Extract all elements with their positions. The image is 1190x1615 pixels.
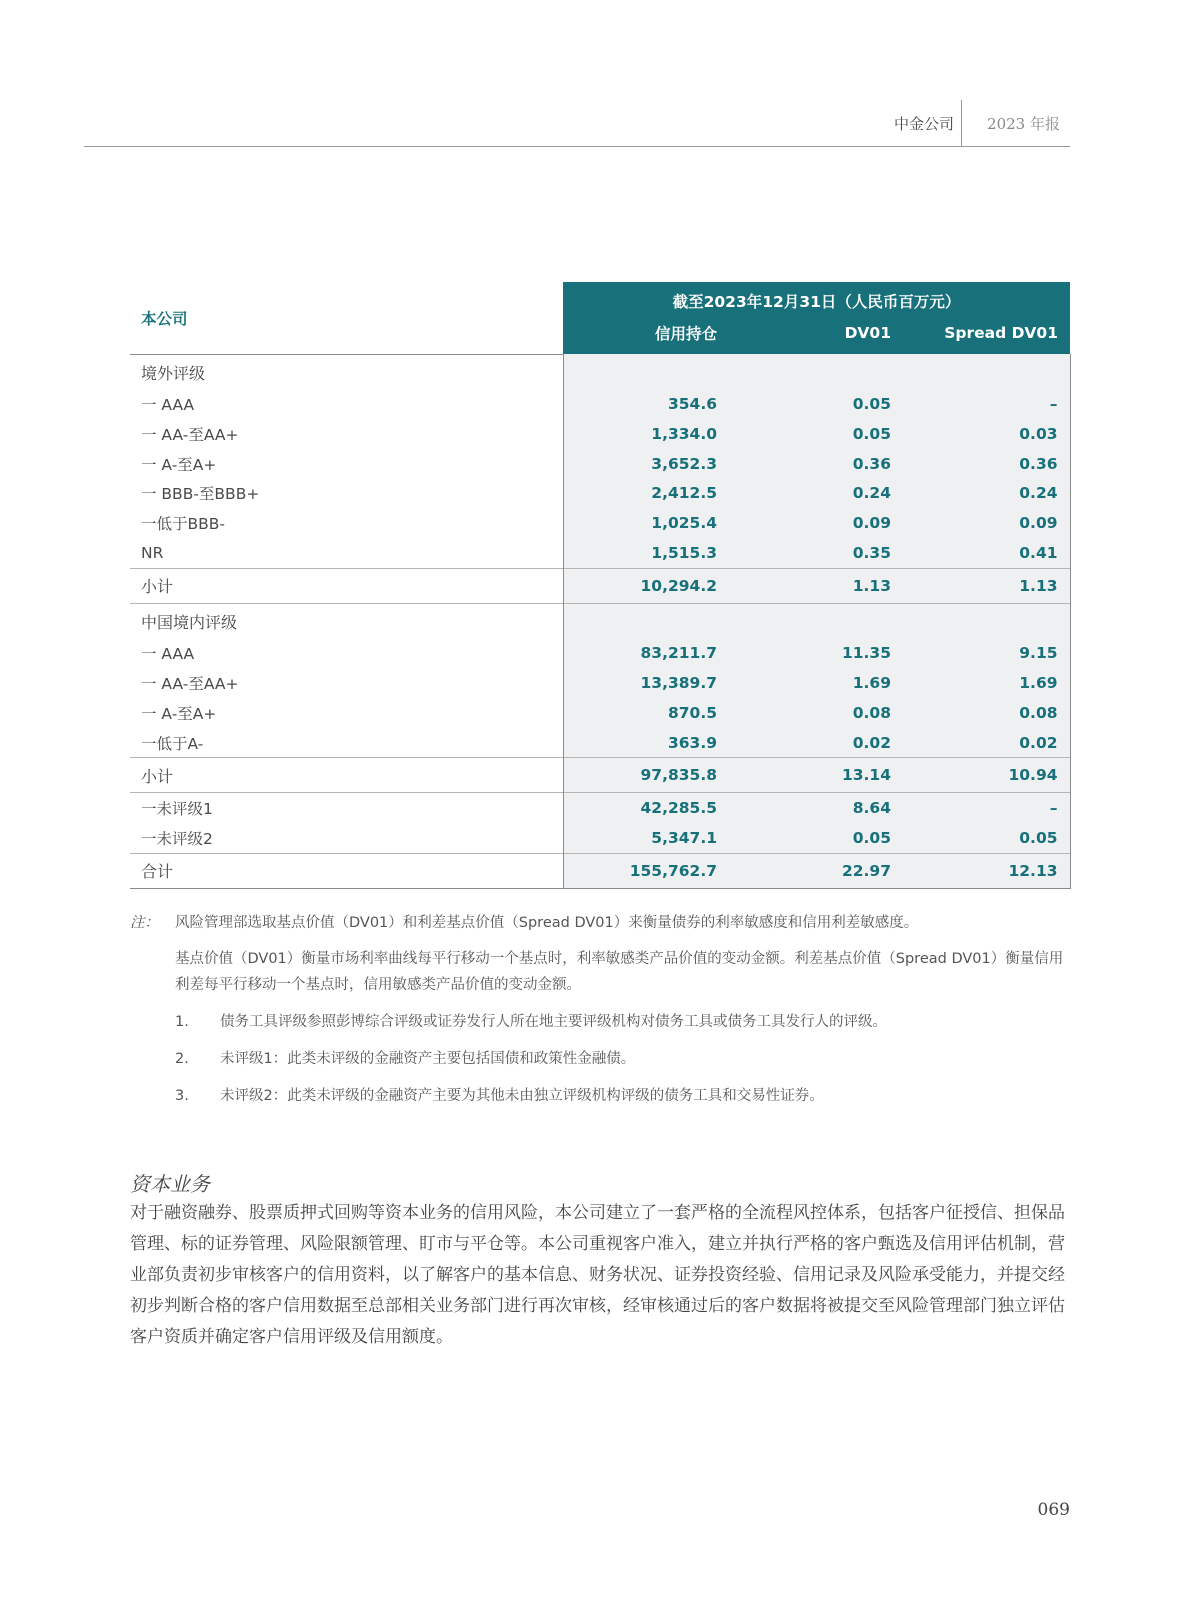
cell-spread-dv01: 0.03 <box>903 419 1070 449</box>
note-number: 1. <box>175 1014 189 1030</box>
col-header-spread-dv01: Spread DV01 <box>903 312 1070 354</box>
cell-spread-dv01: – <box>903 390 1070 420</box>
cell-spread-dv01: 10.94 <box>903 758 1070 793</box>
note-number: 3. <box>175 1088 189 1104</box>
cell-spread-dv01: 0.02 <box>903 728 1070 758</box>
row-label: 一低于BBB- <box>130 508 563 538</box>
section-row-offshore <box>130 354 1070 390</box>
cell-dv01: 0.08 <box>735 698 903 728</box>
cell-spread-dv01: 1.13 <box>903 568 1070 603</box>
table-band-title: 截至2023年12月31日（人民币百万元） <box>563 282 1070 312</box>
section-title-offshore: 境外评级 <box>130 354 563 390</box>
subtotal-row-offshore <box>130 568 1070 603</box>
cell-dv01: 0.09 <box>735 508 903 538</box>
row-label: 一 AA-至AA+ <box>130 419 563 449</box>
table-row <box>130 793 1070 823</box>
cell-spread-dv01: – <box>903 793 1070 823</box>
page-number: 069 <box>1037 1500 1070 1520</box>
subtotal-label: 小计 <box>130 568 563 603</box>
note-text: 债务工具评级参照彭博综合评级或证券发行人所在地主要评级机构对债务工具或债务工具发行人的评级。 <box>220 1014 887 1030</box>
total-label: 合计 <box>130 853 563 888</box>
table-row <box>130 479 1070 509</box>
cell-credit-position: 97,835.8 <box>563 758 735 793</box>
cell-credit-position: 1,334.0 <box>563 419 735 449</box>
cell-spread-dv01: 9.15 <box>903 639 1070 669</box>
cell-credit-position: 10,294.2 <box>563 568 735 603</box>
row-label: 一未评级2 <box>130 823 563 853</box>
col-header-credit-position: 信用持仓 <box>563 312 735 354</box>
col-header-dv01: DV01 <box>735 312 903 354</box>
cell-credit-position: 13,389.7 <box>563 668 735 698</box>
row-label: NR <box>130 538 563 568</box>
cell-dv01: 0.02 <box>735 728 903 758</box>
table-row <box>130 639 1070 669</box>
cell-spread-dv01: 0.41 <box>903 538 1070 568</box>
cell-spread-dv01: 0.05 <box>903 823 1070 853</box>
table-row <box>130 823 1070 853</box>
cell-credit-position: 354.6 <box>563 390 735 420</box>
cell-credit-position: 83,211.7 <box>563 639 735 669</box>
cell-spread-dv01: 0.36 <box>903 449 1070 479</box>
cell-dv01: 8.64 <box>735 793 903 823</box>
cell-credit-position: 2,412.5 <box>563 479 735 509</box>
row-label: 一低于A- <box>130 728 563 758</box>
cell-dv01: 13.14 <box>735 758 903 793</box>
row-label: 一 AAA <box>130 390 563 420</box>
cell-dv01: 0.36 <box>735 449 903 479</box>
cell-dv01: 0.24 <box>735 479 903 509</box>
table-row <box>130 698 1070 728</box>
section-title: 资本业务 <box>130 1172 210 1196</box>
section-body: 对于融资融券、股票质押式回购等资本业务的信用风险，本公司建立了一套严格的全流程风控体系，包括客户征授信、担保品管理、标的证券管理、风险限额管理、盯市与平仓等。本公司重视客户准入，建立并执行严格的客户甄选及信用评估机制，营业部负责初步审核客户的信用资料，以了解客户的基本信息、财务状况、证券投资经验、信用记录及风险承受能力，并提交经初步判断合格的客户信用数据至总部相关业务部门进行再次审核，经审核通过后的客户数据将被提交至风险管理部门独立评估客户资质并确定客户信用评级及信用额度。 <box>130 1203 1065 1347</box>
cell-spread-dv01: 0.08 <box>903 698 1070 728</box>
report-title: 2023 年报 <box>987 115 1060 133</box>
cell-credit-position: 1,515.3 <box>563 538 735 568</box>
cell-spread-dv01: 12.13 <box>903 853 1070 888</box>
section-title-domestic: 中国境内评级 <box>130 603 563 639</box>
cell-spread-dv01: 0.09 <box>903 508 1070 538</box>
row-label: 一 AA-至AA+ <box>130 668 563 698</box>
subtotal-row-domestic <box>130 758 1070 793</box>
total-row <box>130 853 1070 888</box>
cell-spread-dv01: 1.69 <box>903 668 1070 698</box>
cell-dv01: 22.97 <box>735 853 903 888</box>
cell-credit-position: 3,652.3 <box>563 449 735 479</box>
cell-credit-position: 1,025.4 <box>563 508 735 538</box>
note-number: 2. <box>175 1051 189 1067</box>
cell-dv01: 0.05 <box>735 390 903 420</box>
table-notes <box>130 910 1070 1109</box>
note-paragraph: 风险管理部选取基点价值（DV01）和利差基点价值（Spread DV01）来衡量债券的利率敏感度和信用利差敏感度。 <box>175 915 919 931</box>
page-header <box>84 100 1070 147</box>
note-item <box>175 1083 1070 1109</box>
table-row <box>130 508 1070 538</box>
cell-dv01: 1.69 <box>735 668 903 698</box>
section-row-domestic <box>130 603 1070 639</box>
row-label: 一 AAA <box>130 639 563 669</box>
cell-credit-position: 155,762.7 <box>563 853 735 888</box>
row-label: 一 BBB-至BBB+ <box>130 479 563 509</box>
note-tag: 注： <box>130 915 159 931</box>
table-row <box>130 419 1070 449</box>
table-row <box>130 390 1070 420</box>
cell-dv01: 11.35 <box>735 639 903 669</box>
cell-credit-position: 42,285.5 <box>563 793 735 823</box>
subtotal-label: 小计 <box>130 758 563 793</box>
company-name: 中金公司 <box>893 115 954 133</box>
note-text: 未评级2：此类未评级的金融资产主要为其他未由独立评级机构评级的债务工具和交易性证券。 <box>220 1088 824 1104</box>
note-item <box>175 1046 1070 1072</box>
table-row <box>130 538 1070 568</box>
cell-credit-position: 5,347.1 <box>563 823 735 853</box>
row-label: 一 A-至A+ <box>130 449 563 479</box>
table-row <box>130 728 1070 758</box>
header-divider <box>961 100 962 146</box>
table-row <box>130 668 1070 698</box>
note-text: 未评级1：此类未评级的金融资产主要包括国债和政策性金融债。 <box>220 1051 636 1067</box>
cell-spread-dv01: 0.24 <box>903 479 1070 509</box>
table-corner-label: 本公司 <box>130 282 563 354</box>
credit-exposure-table <box>130 282 1070 889</box>
cell-dv01: 0.35 <box>735 538 903 568</box>
note-item <box>175 1009 1070 1035</box>
row-label: 一 A-至A+ <box>130 698 563 728</box>
cell-credit-position: 363.9 <box>563 728 735 758</box>
table-row <box>130 449 1070 479</box>
cell-credit-position: 870.5 <box>563 698 735 728</box>
cell-dv01: 1.13 <box>735 568 903 603</box>
note-paragraph: 基点价值（DV01）衡量市场利率曲线每平行移动一个基点时，利率敏感类产品价值的变动金额。利差基点价值（Spread DV01）衡量信用利差每平行移动一个基点时，信用敏感类产品价值的变动金额。 <box>175 951 1064 993</box>
row-label: 一未评级1 <box>130 793 563 823</box>
cell-dv01: 0.05 <box>735 419 903 449</box>
cell-dv01: 0.05 <box>735 823 903 853</box>
